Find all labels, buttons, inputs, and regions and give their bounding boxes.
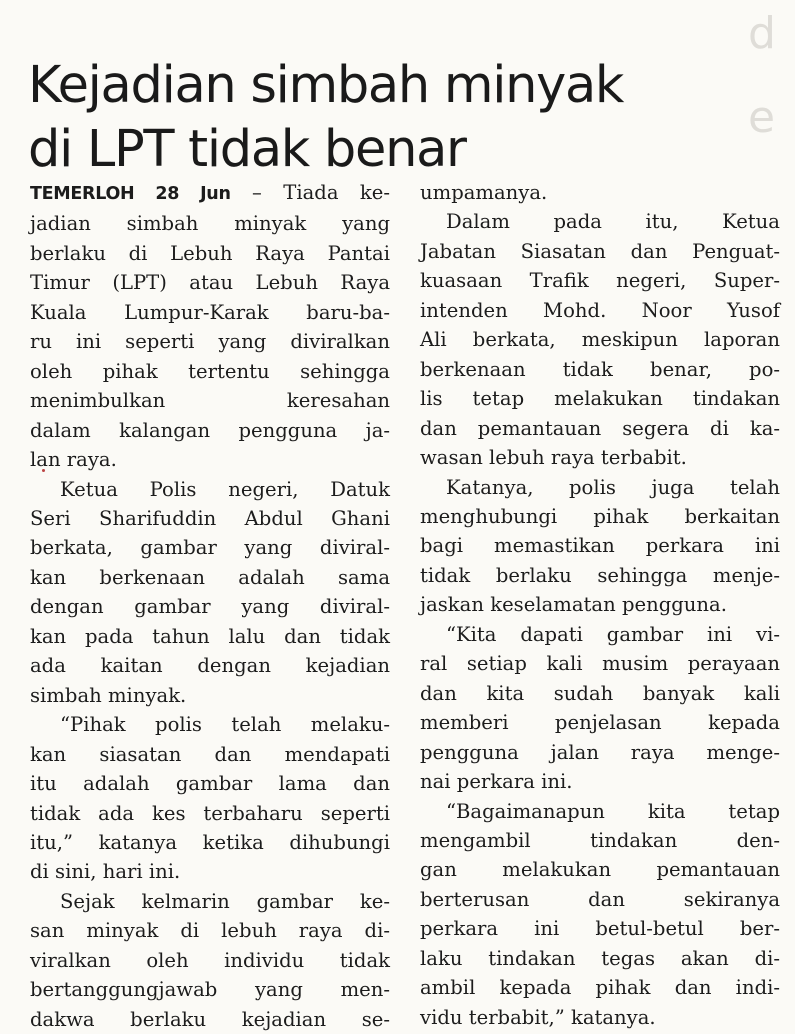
body-text-line <box>420 266 780 295</box>
body-text-line <box>30 946 390 975</box>
body-text: Ketua Polis negeri, Datuk <box>60 477 390 501</box>
body-text: kuasaan Trafik negeri, Super- <box>420 269 780 293</box>
body-text-line <box>420 325 780 354</box>
body-text-line <box>420 178 780 207</box>
body-text: menghubungi pihak berkaitan <box>420 504 780 528</box>
body-text-line <box>420 1003 780 1032</box>
body-text: kan pada tahun lalu dan tidak <box>30 624 390 648</box>
body-text-line <box>30 710 390 739</box>
body-text: “Pihak polis telah melaku- <box>60 713 390 737</box>
body-text-line <box>420 708 780 737</box>
body-text-line <box>30 681 390 710</box>
body-text: dakwa berlaku kejadian se- <box>30 1007 390 1031</box>
body-text: jaskan keselamatan pengguna. <box>420 593 727 617</box>
body-text: intenden Mohd. Noor Yusof <box>420 298 780 322</box>
body-text: umpamanya. <box>420 181 548 204</box>
article-column-left <box>30 178 390 1034</box>
body-text-line <box>420 561 780 590</box>
body-text: itu adalah gambar lama dan <box>30 772 390 796</box>
body-text: berkata, gambar yang diviral- <box>30 536 390 560</box>
body-text-line <box>30 622 390 651</box>
body-text: dan pemantauan segera di ka- <box>420 416 780 440</box>
body-text: lis tetap melakukan tindakan <box>420 387 780 411</box>
body-text: Katanya, polis juga telah <box>446 475 780 499</box>
body-text-line <box>420 414 780 443</box>
headline-line-1: Kejadian simbah minyak <box>28 56 624 116</box>
body-text-line <box>420 590 780 619</box>
body-text-line <box>420 502 780 531</box>
body-text: Timur (LPT) atau Lebuh Raya <box>30 271 390 295</box>
body-text-line <box>420 207 780 236</box>
article-column-right <box>420 178 780 1032</box>
body-text-line <box>420 531 780 560</box>
body-text-line <box>420 914 780 943</box>
body-text-line <box>420 826 780 855</box>
body-text: “Bagaimanapun kita tetap <box>446 799 780 823</box>
body-text-line <box>30 592 390 621</box>
body-text-line <box>420 384 780 413</box>
body-text: memberi penjelasan kepada <box>420 711 780 735</box>
body-text: lan raya. <box>30 448 117 472</box>
body-text: perkara ini betul-betul ber- <box>420 917 780 941</box>
body-text-line <box>420 620 780 649</box>
body-text: nai perkara ini. <box>420 770 573 794</box>
body-text-line <box>420 767 780 796</box>
body-text: wasan lebuh raya terbabit. <box>420 446 687 470</box>
body-text: Sejak kelmarin gambar ke- <box>60 889 390 913</box>
body-text: “Kita dapati gambar ini vi- <box>446 622 780 646</box>
bleed-through-mark: e <box>748 92 776 143</box>
body-text: Seri Sharifuddin Abdul Ghani <box>30 506 390 530</box>
body-text: viralkan oleh individu tidak <box>30 948 390 972</box>
body-text: san minyak di lebuh raya di- <box>30 919 390 943</box>
body-text-line <box>30 445 390 474</box>
body-text-line <box>30 533 390 562</box>
bleed-through-mark: d <box>748 8 776 59</box>
body-text-line <box>30 828 390 857</box>
body-text: ral setiap kali musim perayaan <box>420 652 780 676</box>
body-text-line <box>30 563 390 592</box>
body-text: berkenaan tidak benar, po- <box>420 357 780 381</box>
body-text: – Tiada ke- <box>252 181 390 204</box>
body-text-line <box>30 1005 390 1034</box>
body-text: di sini, hari ini. <box>30 860 181 884</box>
body-text-line <box>30 975 390 1004</box>
body-text-line <box>420 355 780 384</box>
body-text: ada kaitan dengan kejadian <box>30 654 390 678</box>
body-text-line <box>30 416 390 445</box>
body-text-line <box>420 649 780 678</box>
body-text: mengambil tindakan den- <box>420 828 780 852</box>
body-text: dan kita sudah banyak kali <box>420 681 780 705</box>
body-text: kan berkenaan adalah sama <box>30 565 390 589</box>
body-text-line <box>30 916 390 945</box>
article-headline <box>28 54 728 182</box>
body-text: tidak ada kes terbaharu seperti <box>30 801 390 825</box>
dateline: TEMERLOH 28 Jun <box>30 184 231 204</box>
body-text-line <box>420 296 780 325</box>
body-text: Dalam pada itu, Ketua <box>446 210 780 234</box>
body-text-line <box>30 239 390 268</box>
body-text-line <box>30 475 390 504</box>
body-text: jadian simbah minyak yang <box>30 212 390 236</box>
body-text-line <box>420 973 780 1002</box>
body-text: bagi memastikan perkara ini <box>420 534 780 558</box>
body-text: simbah minyak. <box>30 683 187 707</box>
body-text: pengguna jalan raya menge- <box>420 740 780 764</box>
body-text-line <box>30 769 390 798</box>
body-text: Jabatan Siasatan dan Penguat- <box>420 239 780 263</box>
body-text-line <box>30 268 390 297</box>
body-text-line <box>420 473 780 502</box>
body-text-line <box>420 237 780 266</box>
body-text-line <box>420 944 780 973</box>
body-text: tidak berlaku sehingga menje- <box>420 563 780 587</box>
headline-line-2: di LPT tidak benar <box>28 120 466 180</box>
body-text: kan siasatan dan mendapati <box>30 742 390 766</box>
body-text: laku tindakan tegas akan di- <box>420 946 780 970</box>
body-text: Kuala Lumpur-Karak baru-ba- <box>30 300 390 324</box>
body-text-line <box>420 855 780 884</box>
body-text: Ali berkata, meskipun laporan <box>420 328 780 352</box>
body-text-line <box>30 178 390 209</box>
body-text-line <box>30 651 390 680</box>
body-text: gan melakukan pemantauan <box>420 858 780 882</box>
body-text-line <box>420 443 780 472</box>
body-text: bertanggungjawab yang men- <box>30 978 390 1002</box>
body-text-line <box>30 327 390 356</box>
body-text-line <box>30 740 390 769</box>
body-text: berlaku di Lebuh Raya Pantai <box>30 241 390 265</box>
body-text-line <box>30 504 390 533</box>
body-text: ambil kepada pihak dan indi- <box>420 976 780 1000</box>
body-text: itu,” katanya ketika dihubungi <box>30 830 390 854</box>
body-text: ru ini seperti yang diviralkan <box>30 330 390 354</box>
body-text: dengan gambar yang diviral- <box>30 595 390 619</box>
body-text-line <box>30 209 390 238</box>
body-text-line <box>30 799 390 828</box>
body-text-line <box>420 679 780 708</box>
body-text: vidu terbabit,” katanya. <box>420 1005 656 1029</box>
body-text: dalam kalangan pengguna ja- <box>30 418 390 442</box>
body-text: menimbulkan keresahan <box>30 389 390 413</box>
body-text-line <box>420 885 780 914</box>
body-text-line <box>30 887 390 916</box>
body-text: oleh pihak tertentu sehingga <box>30 359 390 383</box>
body-text: berterusan dan sekiranya <box>420 887 780 911</box>
body-text-line <box>30 298 390 327</box>
body-text-line <box>420 738 780 767</box>
body-text-line <box>30 857 390 886</box>
body-text-line <box>420 797 780 826</box>
body-text-line <box>30 357 390 386</box>
body-text-line <box>30 386 390 415</box>
